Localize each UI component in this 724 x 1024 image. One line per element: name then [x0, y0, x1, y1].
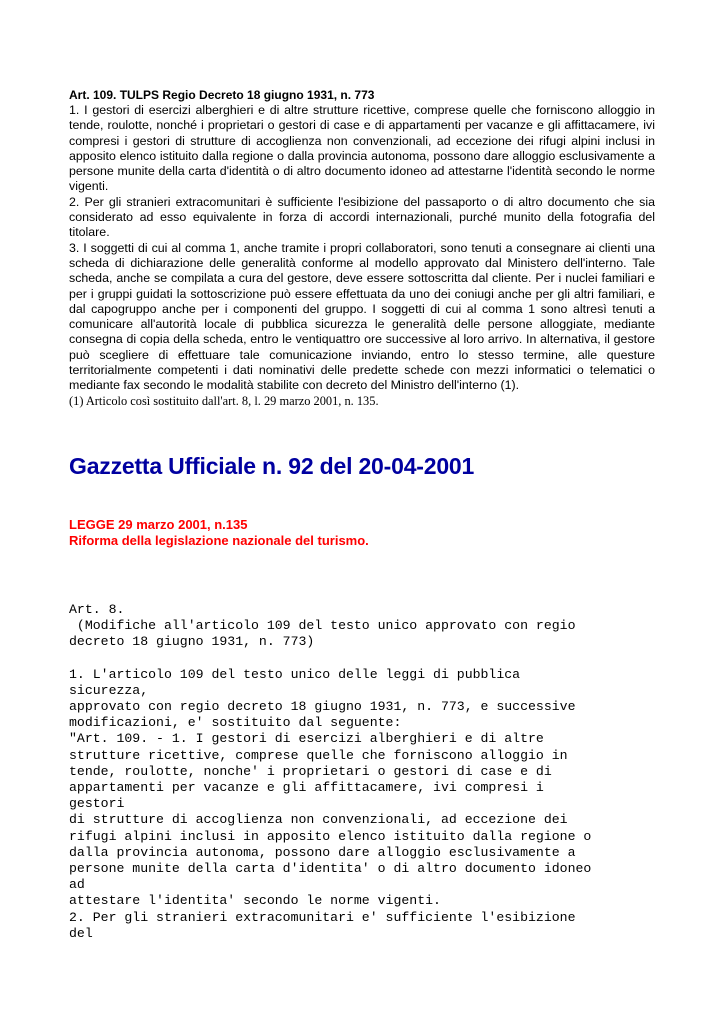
law-line: del [69, 925, 93, 941]
law-line: strutture ricettive, comprese quelle che forniscono alloggio in [69, 747, 568, 763]
law-line: gestori [69, 796, 125, 812]
law-line: dalla provincia autonoma, possono dare alloggio esclusivamente a [69, 844, 576, 860]
law-line: modificazioni, e' sostituito dal seguente: [69, 715, 402, 731]
law-line: appartamenti per vacanze e gli affittacamere, ivi compresi i [69, 780, 544, 796]
law-line: decreto 18 giugno 1931, n. 773) [69, 634, 315, 650]
article-paragraph-2: 2. Per gli stranieri extracomunitari è sufficiente l'esibizione del passaporto o di altro documento che sia considerato ad esso equivalente in forza di accordi internazionali, purché munito della fotografia del titolare. [69, 194, 655, 240]
legge-subtitle: Riforma della legislazione nazionale del turismo. [69, 533, 369, 548]
law-line: Art. 8. [69, 602, 125, 617]
law-line: persone munite della carta d'identita' o di altro documento idoneo [69, 861, 592, 877]
law-line: sicurezza, [69, 682, 149, 698]
legge-block [69, 517, 369, 549]
law-line: ad [69, 877, 85, 893]
law-line: rifugi alpini inclusi in apposito elenco istituito dalla regione o [69, 828, 592, 844]
law-line: "Art. 109. - 1. I gestori di esercizi alberghieri e di altre [69, 731, 544, 747]
law-line: tende, roulotte, nonche' i proprietari o gestori di case e di [69, 763, 552, 779]
law-line: di strutture di accoglienza non convenzionali, ad eccezione dei [69, 812, 568, 828]
law-line: 1. L'articolo 109 del testo unico delle leggi di pubblica [69, 666, 521, 682]
law-text-block [69, 602, 659, 942]
article-109-block [69, 88, 655, 409]
gazzetta-title: Gazzetta Ufficiale n. 92 del 20-04-2001 [69, 453, 475, 479]
law-line: (Modifiche all'articolo 109 del testo unico approvato con regio [69, 618, 576, 634]
law-line: 2. Per gli stranieri extracomunitari e' sufficiente l'esibizione [69, 909, 576, 925]
article-paragraph-3: 3. I soggetti di cui al comma 1, anche tramite i propri collaboratori, sono tenuti a consegnare ai clienti una scheda di dichiarazione delle generalità conforme al modello approvato dal Ministero dell'interno. Tale scheda, anche se compilata a cura del gestore, deve essere sottoscritta dal cliente. Per i nuclei familiari e per i gruppi guidati la sottoscrizione può essere effettuata da uno dei coniugi anche per gli altri familiari, e dal capogruppo anche per i componenti del gruppo. I soggetti di cui al comma 1 sono altresì tenuti a comunicare all'autorità locale di pubblica sicurezza le generalità delle persone alloggiate, mediante consegna di copia della scheda, entro le ventiquattro ore successive al loro arrivo. In alternativa, il gestore può scegliere di effettuare tale comunicazione inviando, entro lo stesso termine, alle questure territorialmente competenti i dati nominativi delle predette schede con mezzi informatici o telematici o mediante fax secondo le modalità stabilite con decreto del Ministro dell'interno (1). [69, 240, 655, 393]
article-paragraph-1: 1. I gestori di esercizi alberghieri e di altre strutture ricettive, comprese quelle che forniscono alloggio in tende, roulotte, nonché i proprietari o gestori di case e di appartamenti per vacanze e gli affittacamere, ivi compresi i gestori di strutture di accoglienza non convenzionali, ad eccezione dei rifugi alpini inclusi in apposito elenco istituito dalla regione o dalla provincia autonoma, possono dare alloggio esclusivamente a persone munite della carta d'identità o di altro documento idoneo ad attestarne l'identità secondo le norme vigenti. [69, 103, 655, 194]
legge-title: LEGGE 29 marzo 2001, n.135 [69, 517, 248, 532]
footnote: (1) Articolo così sostituito dall'art. 8, l. 29 marzo 2001, n. 135. [69, 393, 379, 408]
law-line: attestare l'identita' secondo le norme vigenti. [69, 893, 441, 909]
article-header: Art. 109. TULPS Regio Decreto 18 giugno 1931, n. 773 [69, 88, 375, 102]
law-line: approvato con regio decreto 18 giugno 1931, n. 773, e successive [69, 699, 576, 715]
line-gap [69, 651, 659, 667]
